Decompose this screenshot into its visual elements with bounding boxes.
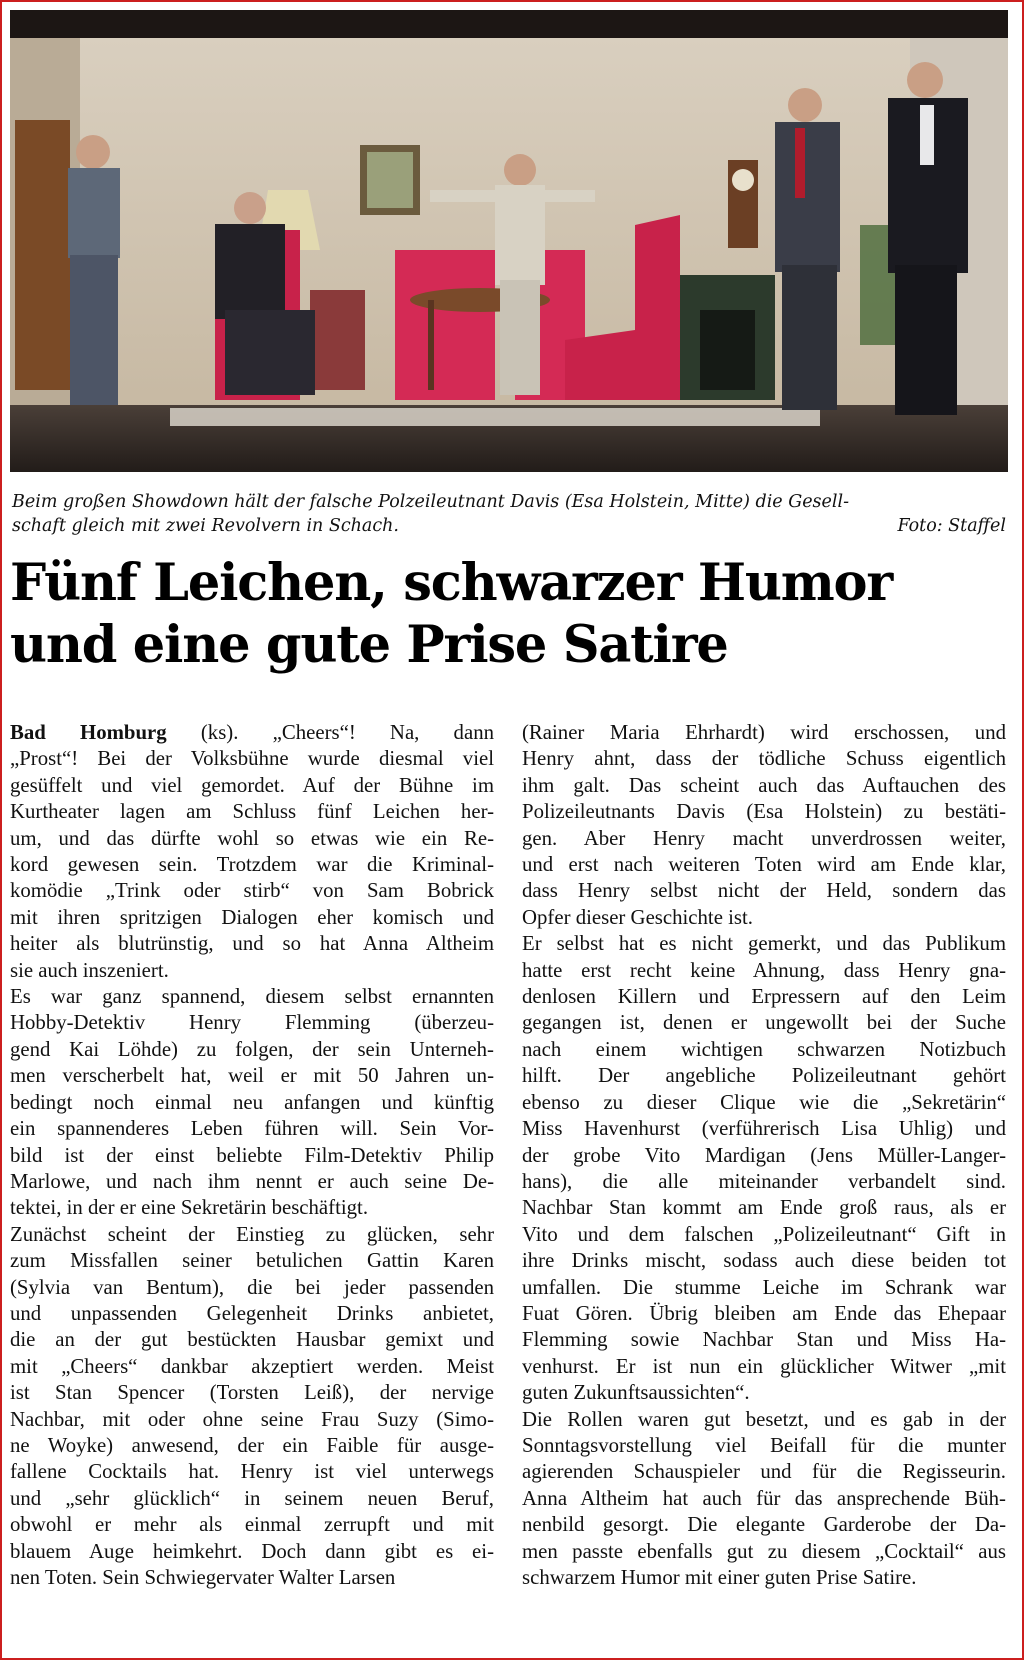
headline (10, 552, 1014, 676)
article-line: Bad Homburg (ks). „Cheers“! Na, dann (10, 721, 494, 744)
article-line: Er selbst hat es nicht gemerkt, und das Publikum (522, 932, 1006, 956)
article-line: fallene Cocktails hat. Henry ist viel unterwegs (10, 1460, 494, 1484)
article-line: Anna Altheim hat auch für das ansprechende Büh- (522, 1486, 1006, 1510)
article-line: hans), die alle miteinander verbandelt sind. (522, 1169, 1006, 1193)
caption-line-1: Beim großen Showdown hält der falsche Polzeileutnant Davis (Esa Holstein, Mitte) die Gesell- (12, 492, 849, 512)
photo-credit: Foto: Staffel (897, 515, 1006, 536)
article-line: blauem Auge heimkehrt. Doch dann gibt es ei- (10, 1539, 494, 1563)
article-line: mit „Cheers“ dankbar akzeptiert werden. Meist (10, 1354, 494, 1378)
article-line: men verscherbelt hat, weil er mit 50 Jahren un- (10, 1064, 494, 1088)
article-line: Fuat Gören. Übrig bleiben am Ende das Ehepaar (522, 1301, 1006, 1325)
article-line: Hobby-Detektiv Henry Flemming (überzeu- (10, 1011, 494, 1035)
article-line: kord gewesen sein. Trotzdem war die Kriminal- (10, 853, 494, 877)
article-line: und unpassenden Gelegenheit Drinks anbietet, (10, 1301, 494, 1325)
article-line: nach einem wichtigen schwarzen Notizbuch (522, 1037, 1006, 1061)
article-line: hatte erst recht keine Ahnung, dass Henry gna- (522, 958, 1006, 982)
stage-scene-image (10, 10, 1008, 472)
article-line: Flemming sowie Nachbar Stan und Miss Ha- (522, 1328, 1006, 1352)
article-line: Die Rollen waren gut besetzt, und es gab in der (522, 1407, 1006, 1431)
article-line: heiter als blutrünstig, und so hat Anna Altheim (10, 932, 494, 956)
article-line: Nachbar Stan kommt am Ende groß raus, als er (522, 1196, 1006, 1220)
article-line: gesüffelt und viel gemordet. Auf der Bühne im (10, 773, 494, 797)
article-line: denlosen Killern und Erpressern auf den Leim (522, 985, 1006, 1009)
article-line: Nachbar, mit oder ohne seine Frau Suzy (Simo- (10, 1407, 494, 1431)
article-line: hilft. Der angebliche Polizeileutnant gehört (522, 1064, 1006, 1088)
article-line: agierenden Schauspieler und für die Regisseurin. (522, 1460, 1006, 1484)
article-line: Kurtheater lagen am Schluss fünf Leichen her- (10, 800, 494, 824)
article-line: Marlowe, und nach ihm nennt er auch seine De- (10, 1169, 494, 1193)
article-line: gegangen ist, denen er ungewollt bei der Suche (522, 1011, 1006, 1035)
article-line: Zunächst scheint der Einstieg zu glücken, sehr (10, 1222, 494, 1246)
article-line: Miss Havenhurst (verführerisch Lisa Uhlig) und (522, 1117, 1006, 1141)
article-line: die an der gut bestückten Hausbar gemixt und (10, 1328, 494, 1352)
headline-line-1: Fünf Leichen, schwarzer Humor (10, 553, 893, 613)
article-line: (Sylvia van Bentum), die bei jeder passenden (10, 1275, 494, 1299)
article-line: nen Toten. Sein Schwiegervater Walter Larsen (10, 1566, 396, 1589)
article-line: Polizeileutnants Davis (Esa Holstein) zu bestäti- (522, 800, 1006, 824)
article-column-right (522, 720, 1006, 1591)
article-line: ist Stan Spencer (Torsten Leiß), der nervige (10, 1381, 494, 1405)
article-line: dass Henry selbst nicht der Held, sondern das (522, 879, 1006, 903)
article-line: bedingt noch einmal neu anfangen und künftig (10, 1090, 494, 1114)
article-line: men passte ebenfalls gut zu diesem „Cocktail“ aus (522, 1539, 1006, 1563)
photo-caption (12, 491, 1006, 538)
article-photo (10, 10, 1008, 472)
article-line: und erst nach weiteren Toten wird am Ende klar, (522, 853, 1006, 877)
dateline: Bad Homburg (10, 721, 167, 744)
article-line: Sonntagsvorstellung viel Beifall für die munter (522, 1433, 1006, 1457)
article-line: Opfer dieser Geschichte ist. (522, 905, 753, 929)
article-line: ihm galt. Das scheint auch das Auftauchen des (522, 773, 1006, 797)
article-line: guten Zukunftsaussichten“. (522, 1381, 750, 1405)
headline-line-2: und eine gute Prise Satire (10, 615, 728, 675)
article-line: zum Missfallen seiner betulichen Gattin Karen (10, 1249, 494, 1273)
article-line: ihre Drinks mischt, sodass auch diese beiden tot (522, 1249, 1006, 1273)
article-line: ne Woyke) anwesend, der ein Faible für ausge- (10, 1433, 494, 1457)
article-line: schwarzem Humor mit einer guten Prise Satire. (522, 1566, 917, 1589)
article-line: (Rainer Maria Ehrhardt) wird erschossen, und (522, 721, 1006, 744)
article-line: venhurst. Er ist nun ein glücklicher Witwer „mit (522, 1354, 1006, 1378)
article-line: komödie „Trink oder stirb“ von Sam Bobrick (10, 879, 494, 903)
article-column-left (10, 720, 494, 1591)
article-line: sie auch inszeniert. (10, 958, 169, 982)
caption-line-2: schaft gleich mit zwei Revolvern in Schach. (12, 515, 399, 536)
article-line: Es war ganz spannend, diesem selbst ernannten (10, 985, 494, 1009)
article-line: bild ist der einst beliebte Film-Detektiv Philip (10, 1143, 494, 1167)
article-line: „Prost“! Bei der Volksbühne wurde diesmal viel (10, 747, 494, 771)
article-line: nenbild gesorgt. Die elegante Garderobe der Da- (522, 1513, 1006, 1537)
article-line: umfallen. Die stumme Leiche im Schrank war (522, 1275, 1006, 1299)
article-line: der grobe Vito Mardigan (Jens Müller-Langer- (522, 1143, 1006, 1167)
article-line: Vito und dem falschen „Polizeileutnant“ Gift in (522, 1222, 1006, 1246)
article-line: ebenso zu dieser Clique wie die „Sekretärin“ (522, 1090, 1006, 1114)
article-line: Henry ahnt, dass der tödliche Schuss eigentlich (522, 747, 1006, 771)
article-line: um, und das dürfte wohl so etwas wie ein Re- (10, 826, 494, 850)
article-line: und „sehr glücklich“ in seinem neuen Beruf, (10, 1486, 494, 1510)
article-line: mit ihren spritzigen Dialogen eher komisch und (10, 905, 494, 929)
article-line: gend Kai Löhde) zu folgen, der sein Unterneh- (10, 1037, 494, 1061)
article-line: ein spannenderes Leben führen will. Sein Vor- (10, 1117, 494, 1141)
article-line: gen. Aber Henry macht unverdrossen weiter, (522, 826, 1006, 850)
article-line: tektei, in der er eine Sekretärin beschäftigt. (10, 1196, 369, 1220)
article-line: obwohl er mehr als einmal zerrupft und mit (10, 1513, 494, 1537)
